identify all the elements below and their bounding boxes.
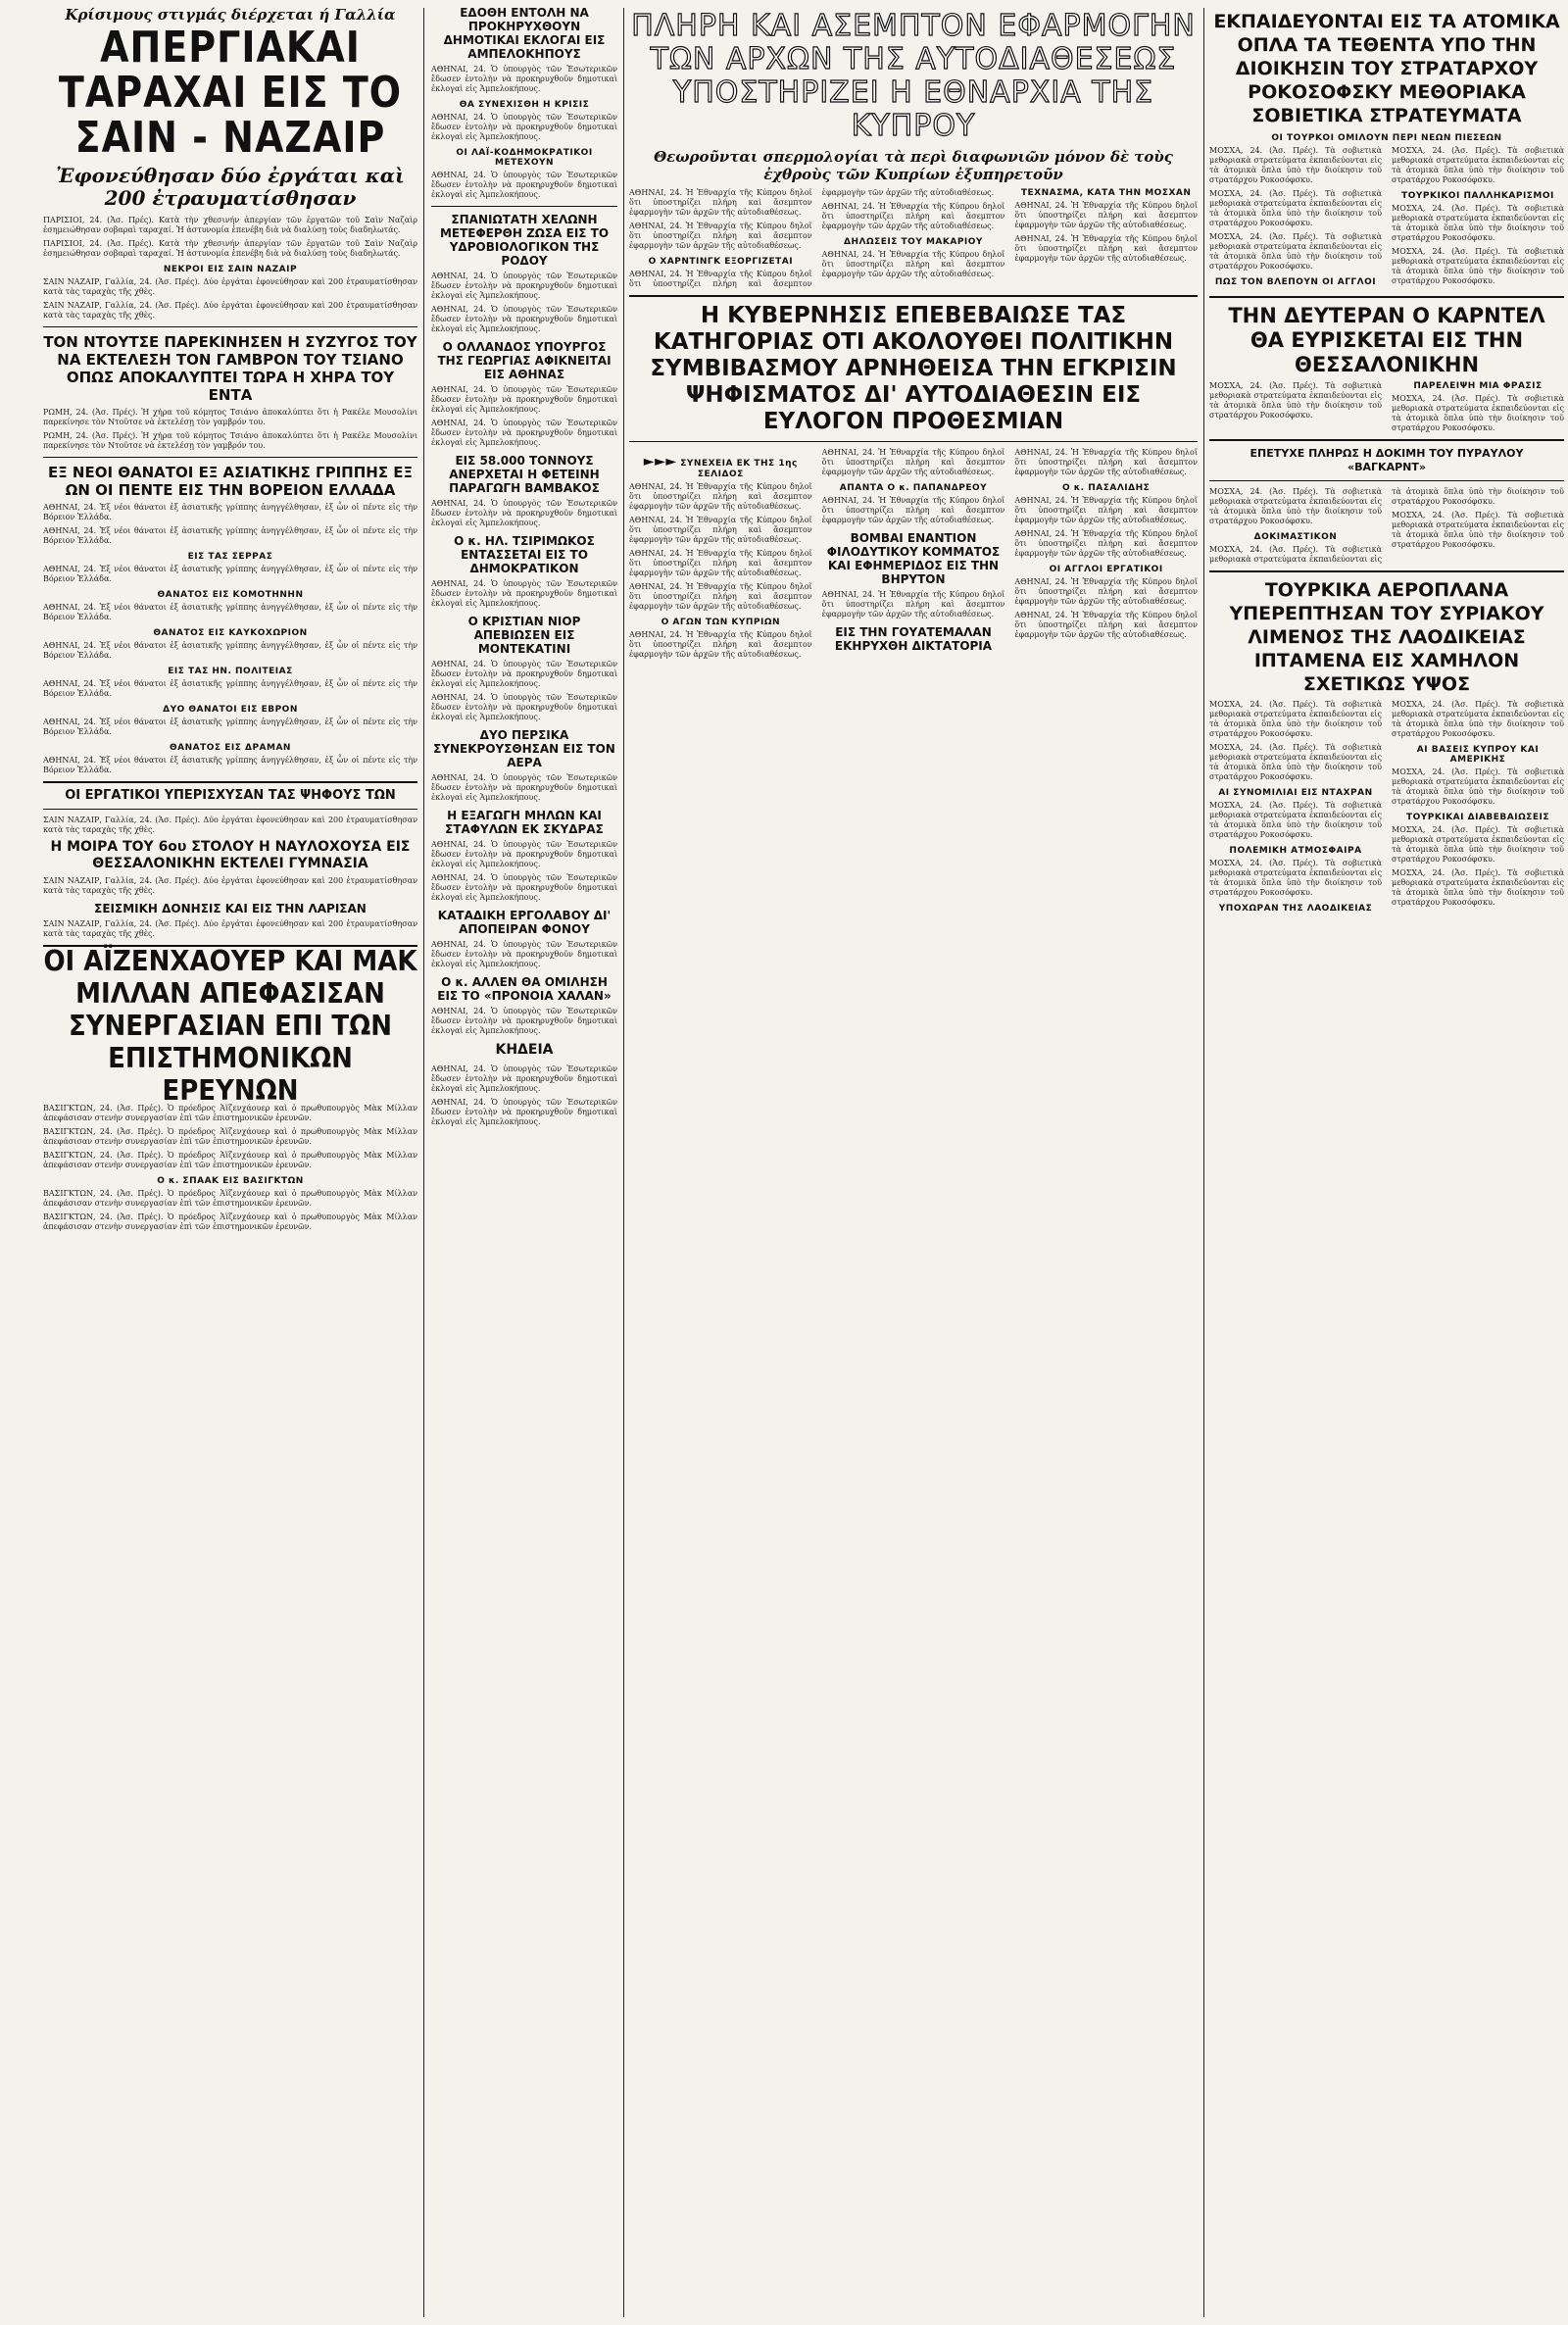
article-body: ΑΘΗΝΑΙ, 24. Ἡ Ἐθναρχία τῆς Κύπρου δηλοῖ ὅτι ὑποστηρίζει πλήρη καὶ ἄσεμπτον ἐφαρμογὴν τῶν ἀρχῶν τῆς αὐτοδιαθέσεως.	[629, 188, 812, 217]
article-body: ΑΘΗΝΑΙ, 24. Ὁ ὑπουργὸς τῶν Ἐσωτερικῶν ἔδωσεν ἐντολὴν νὰ προκηρυχθοῦν δημοτικαὶ ἐκλογαὶ εἰς Ἀμπελοκήπους.	[431, 579, 617, 608]
arrow-icon: ►►►	[643, 454, 677, 470]
article-body: ΜΟΣΧΑ, 24. (Ἀσ. Πρές). Τὰ σοβιετικὰ μεθοριακὰ στρατεύματα ἐκπαιδεύονται εἰς τὰ ἀτομικὰ ὅπλα ὑπὸ τὴν διοίκησιν τοῦ στρατάρχου Ροκοσόφσκυ.	[1209, 232, 1382, 271]
subhead: ΕΙΣ ΤΑΣ ΗΝ. ΠΟΛΙΤΕΙΑΣ	[168, 667, 293, 676]
headline-exagogi: Η ΕΞΑΓΩΓΗ ΜΗΛΩΝ ΚΑΙ ΣΤΑΦΥΛΩΝ ΕΚ ΣΚΥΔΡΑΣ	[445, 809, 604, 836]
article-body: ΑΘΗΝΑΙ, 24. Ἡ Ἐθναρχία τῆς Κύπρου δηλοῖ ὅτι ὑποστηρίζει πλήρη καὶ ἄσεμπτον ἐφαρμογὴν τῶν ἀρχῶν τῆς αὐτοδιαθέσεως.	[629, 188, 995, 288]
divider	[1209, 296, 1564, 298]
divider	[43, 781, 417, 783]
subhead: Ο κ. ΠΑΣΑΛΙΔΗΣ	[1061, 483, 1151, 493]
headline-allen: Ο κ. ΑΛΛΕΝ ΘΑ ΟΜΙΛΗΣΗ ΕΙΣ ΤΟ «ΠΡΟΝΟΙΑ ΧΑΛΑΝ»	[437, 975, 612, 1003]
subhead: ΔΥΟ ΘΑΝΑΤΟΙ ΕΙΣ ΕΒΡΟΝ	[163, 705, 298, 715]
synecheia-label: ΣΥΝΕΧΕΙΑ ΕΚ ΤΗΣ 1ης ΣΕΛΙΔΟΣ	[680, 459, 798, 479]
subhead: ΠΩΣ ΤΟΝ ΒΛΕΠΟΥΝ ΟΙ ΑΓΓΛΟΙ	[1214, 277, 1377, 287]
article-body: ΜΟΣΧΑ, 24. (Ἀσ. Πρές). Τὰ σοβιετικὰ μεθοριακὰ στρατεύματα ἐκπαιδεύονται εἰς τὰ ἀτομικὰ ὅπλα ὑπὸ τὴν διοίκησιν τοῦ στρατάρχου Ροκοσόφσκυ.	[1392, 247, 1564, 285]
article-body: ΡΩΜΗ, 24. (Ἀσ. Πρές). Ἡ χήρα τοῦ κόμητος Τσιάνο ἀποκαλύπτει ὅτι ἡ Ρακέλε Μουσολίνι παρεκίνησε τὸν Ντοῦτσε νὰ ἐκτελέσῃ τὸν γαμβρόν του.	[43, 408, 417, 426]
article-body: ΑΘΗΝΑΙ, 24. Ὁ ὑπουργὸς τῶν Ἐσωτερικῶν ἔδωσεν ἐντολὴν νὰ προκηρυχθοῦν δημοτικαὶ ἐκλογαὶ εἰς Ἀμπελοκήπους.	[431, 272, 617, 300]
divider	[1209, 480, 1564, 481]
divider	[629, 295, 1198, 297]
subhead: ΕΙΣ ΤΑΣ ΣΕΡΡΑΣ	[187, 552, 273, 562]
subhead: Ο ΑΓΩΝ ΤΩΝ ΚΥΠΡΙΩΝ	[661, 618, 781, 627]
article-body: ΑΘΗΝΑΙ, 24. Ἐξ νέοι θάνατοι ἐξ ἀσιατικῆς γρίππης ἀνηγγέλθησαν, ἐξ ὧν οἱ πέντε εἰς τὴν Βόρειον Ἑλλάδα.	[43, 641, 417, 660]
center-lower-body	[629, 448, 1198, 660]
article-body: ΒΑΣΙΓΚΤΩΝ, 24. (Ἀσ. Πρές). Ὁ πρόεδρος Ἀϊζενχάουερ καὶ ὁ πρωθυπουργὸς Μὰκ Μίλλαν ἀπεφάσισαν στενὴν συνεργασίαν ἐπὶ τῶν ἐπιστημονικῶν ἐρευνῶν.	[43, 1151, 417, 1169]
headline-eisenhower: ΟΙ ΑΪΖΕΝΧΑΟΥΕΡ ΚΑΙ ΜΑΚ ΜΙΛΛΑΝ ΑΠΕΦΑΣΙΣΑΝ ΣΥΝΕΡΓΑΣΙΑΝ ΕΠΙ ΤΩΝ ΕΠΙΣΤΗΜΟΝΙΚΩΝ ΕΡΕΥΝΩΝ	[43, 945, 417, 1108]
article-body: ΑΘΗΝΑΙ, 24. Ἐξ νέοι θάνατοι ἐξ ἀσιατικῆς γρίππης ἀνηγγέλθησαν, ἐξ ὧν οἱ πέντε εἰς τὴν Βόρειον Ἑλλάδα.	[43, 603, 417, 621]
subhead: ΑΙ ΣΥΝΟΜΙΛΙΑΙ ΕΙΣ ΝΤΑΧΡΑΝ	[1218, 788, 1373, 798]
subhead: ΘΑ ΣΥΝΕΧΙΣΘΗ Η ΚΡΙΣΙΣ	[459, 100, 590, 110]
headline-tsiano: ΤΟΝ ΝΤΟΥΤΣΕ ΠΑΡΕΚΙΝΗΣΕΝ Η ΣΥΖΥΓΟΣ ΤΟΥ ΝΑ ΕΚΤΕΛΕΣΗ ΤΟΝ ΓΑΜΒΡΟΝ ΤΟΥ ΤΣΙΑΝΟ ΟΠΩΣ ΑΠΟΚΑΛΥΠΤΕΙ ΤΩΡΑ Η ΧΗΡΑ ΤΟΥ ΕΝΤΑ	[43, 333, 417, 404]
headline-karntel: ΤΗΝ ΔΕΥΤΕΡΑΝ Ο ΚΑΡΝΤΕΛ ΘΑ ΕΥΡΙΣΚΕΤΑΙ ΕΙΣ ΤΗΝ ΘΕΣΣΑΛΟΝΙΚΗΝ	[1228, 304, 1545, 376]
headline-chelona: ΣΠΑΝΙΩΤΑΤΗ ΧΕΛΩΝΗ ΜΕΤΕΦΕΡΘΗ ΖΩΣΑ ΕΙΣ ΤΟ ΥΔΡΟΒΙΟΛΟΓΙΚΟΝ ΤΗΣ ΡΟΔΟΥ	[439, 213, 610, 268]
headline-tonnoi: ΕΙΣ 58.000 ΤΟΝΝΟΥΣ ΑΝΕΡΧΕΤΑΙ Η ΦΕΤΕΙΝΗ ΠΑΡΑΓΩΓΗ ΒΑΜΒΑΚΟΣ	[449, 454, 600, 495]
headline-entoli: ΕΔΟΘΗ ΕΝΤΟΛΗ ΝΑ ΠΡΟΚΗΡΥΧΘΟΥΝ ΔΗΜΟΤΙΚΑΙ ΕΚΛΟΓΑΙ ΕΙΣ ΑΜΠΕΛΟΚΗΠΟΥΣ	[443, 6, 606, 61]
article-body: ΑΘΗΝΑΙ, 24. Ὁ ὑπουργὸς τῶν Ἐσωτερικῶν ἔδωσεν ἐντολὴν νὰ προκηρυχθοῦν δημοτικαὶ ἐκλογαὶ εἰς Ἀμπελοκήπους.	[431, 1007, 617, 1035]
subhead: ΔΗΛΩΣΕΙΣ ΤΟΥ ΜΑΚΑΡΙΟΥ	[844, 237, 983, 247]
article-body: ΜΟΣΧΑ, 24. (Ἀσ. Πρές). Τὰ σοβιετικὰ μεθοριακὰ στρατεύματα ἐκπαιδεύονται εἰς τὰ ἀτομικὰ ὅπλα ὑπὸ τὴν διοίκησιν τοῦ στρατάρχου Ροκοσόφσκυ.	[1392, 767, 1564, 806]
karntel-body	[1209, 381, 1564, 433]
headline-tsirimokos: Ο κ. ΗΛ. ΤΣΙΡΙΜΩΚΟΣ ΕΝΤΑΣΣΕΤΑΙ ΕΙΣ ΤΟ ΔΗΜΟΚΡΑΤΙΚΟΝ	[454, 534, 595, 575]
divider	[1209, 570, 1564, 572]
article-body: ΜΟΣΧΑ, 24. (Ἀσ. Πρές). Τὰ σοβιετικὰ μεθοριακὰ στρατεύματα ἐκπαιδεύονται εἰς τὰ ἀτομικὰ ὅπλα ὑπὸ τὴν διοίκησιν τοῦ στρατάρχου Ροκοσόφσκυ.	[1392, 700, 1564, 738]
article-body: ΑΘΗΝΑΙ, 24. Ἐξ νέοι θάνατοι ἐξ ἀσιατικῆς γρίππης ἀνηγγέλθησαν, ἐξ ὧν οἱ πέντε εἰς τὴν Βόρειον Ἑλλάδα.	[43, 526, 417, 545]
article-body: ΑΘΗΝΑΙ, 24. Ἡ Ἐθναρχία τῆς Κύπρου δηλοῖ ὅτι ὑποστηρίζει πλήρη καὶ ἄσεμπτον ἐφαρμογὴν τῶν ἀρχῶν τῆς αὐτοδιαθέσεως.	[821, 590, 1005, 618]
article-body: ΜΟΣΧΑ, 24. (Ἀσ. Πρές). Τὰ σοβιετικὰ μεθοριακὰ στρατεύματα ἐκπαιδεύονται εἰς τὰ ἀτομικὰ ὅπλα ὑπὸ τὴν διοίκησιν τοῦ στρατάρχου Ροκοσόφσκυ.	[1392, 394, 1564, 432]
headline-katadiki: ΚΑΤΑΔΙΚΗ ΕΡΓΟΛΑΒΟΥ ΔΙ' ΑΠΟΠΕΙΡΑΝ ΦΟΝΟΥ	[437, 909, 612, 936]
center-body	[629, 188, 1198, 289]
headline-kyvernisis: Η ΚΥΒΕΡΝΗΣΙΣ ΕΠΕΒΕΒΑΙΩΣΕ ΤΑΣ ΚΑΤΗΓΟΡΙΑΣ ΟΤΙ ΑΚΟΛΟΥΘΕΙ ΠΟΛΙΤΙΚΗΝ ΣΥΜΒΙΒΑΣΜΟΥ ΑΡΝΗΘΕΙΣΑ ΤΗΝ ΕΓΚΡΙΣΙΝ ΨΗΦΙΣΜΑΤΟΣ ΔΙ' ΑΥΤΟΔΙΑΘΕΣΙΝ ΕΙΣ ΕΥΛΟΓΟΝ ΠΡΟΘΕΣΜΙΑΝ	[650, 303, 1177, 434]
article-body: ΒΑΣΙΓΚΤΩΝ, 24. (Ἀσ. Πρές). Ὁ πρόεδρος Ἀϊζενχάουερ καὶ ὁ πρωθυπουργὸς Μὰκ Μίλλαν ἀπεφάσισαν στενὴν συνεργασίαν ἐπὶ τῶν ἐπιστημονικῶν ἐρευνῶν.	[43, 1127, 417, 1146]
headline-aeroplana: ΤΟΥΡΚΙΚΑ ΑΕΡΟΠΛΑΝΑ ΥΠΕΡΕΠΤΗΣΑΝ ΤΟΥ ΣΥΡΙΑΚΟΥ ΛΙΜΕΝΟΣ ΤΗΣ ΛΑΟΔΙΚΕΙΑΣ ΙΠΤΑΜΕΝΑ ΕΙΣ ΧΑΜΗΛΟΝ ΣΧΕΤΙΚΩΣ ΥΨΟΣ	[1229, 579, 1544, 695]
article-body: ΣΑΙΝ ΝΑΖΑΙΡ, Γαλλία, 24. (Ἀσ. Πρές). Δύο ἐργάται ἐφονεύθησαν καὶ 200 ἐτραυματίσθησαν κατὰ τὰς ταραχὰς τῆς χθὲς.	[43, 876, 417, 895]
headline-nior: Ο ΚΡΙΣΤΙΑΝ ΝΙΟΡ ΑΠΕΒΙΩΣΕΝ ΕΙΣ ΜΟΝΤΕΚΑΤΙΝΙ	[467, 615, 581, 656]
banner-vagkard: ΕΠΕΤΥΧΕ ΠΛΗΡΩΣ Η ΔΟΚΙΜΗ ΤΟΥ ΠΥΡΑΥΛΟΥ «ΒΑΓΚΑΡΝΤ»	[1250, 447, 1524, 473]
article-body: ΜΟΣΧΑ, 24. (Ἀσ. Πρές). Τὰ σοβιετικὰ μεθοριακὰ στρατεύματα ἐκπαιδεύονται εἰς τὰ ἀτομικὰ ὅπλα ὑπὸ τὴν διοίκησιν τοῦ στρατάρχου Ροκοσόφσκυ.	[1209, 801, 1382, 839]
article-body: ΑΘΗΝΑΙ, 24. Ἡ Ἐθναρχία τῆς Κύπρου δηλοῖ ὅτι ὑποστηρίζει πλήρη καὶ ἄσεμπτον ἐφαρμογὴν τῶν ἀρχῶν τῆς αὐτοδιαθέσεως.	[821, 202, 1005, 230]
subhead: ΥΠΟΧΩΡΑΝ ΤΗΣ ΛΑΟΔΙΚΕΙΑΣ	[1218, 904, 1373, 914]
article-body: ΜΟΣΧΑ, 24. (Ἀσ. Πρές). Τὰ σοβιετικὰ μεθοριακὰ στρατεύματα ἐκπαιδεύονται εἰς τὰ ἀτομικὰ ὅπλα ὑπὸ τὴν διοίκησιν τοῦ στρατάρχου Ροκοσόφσκυ.	[1392, 204, 1564, 242]
subhead: ΤΟΥΡΚΙΚΑΙ ΔΙΑΒΕΒΑΙΩΣΕΙΣ	[1405, 813, 1550, 822]
article-body: ΜΟΣΧΑ, 24. (Ἀσ. Πρές). Τὰ σοβιετικὰ μεθοριακὰ στρατεύματα ἐκπαιδεύονται εἰς τὰ ἀτομικὰ ὅπλα ὑπὸ τὴν διοίκησιν τοῦ στρατάρχου Ροκοσόφσκυ.	[1209, 487, 1564, 564]
subhead: ΔΟΚΙΜΑΣΤΙΚΟΝ	[1253, 532, 1338, 542]
article-body: ΑΘΗΝΑΙ, 24. Ἡ Ἐθναρχία τῆς Κύπρου δηλοῖ ὅτι ὑποστηρίζει πλήρη καὶ ἄσεμπτον ἐφαρμογὴν τῶν ἀρχῶν τῆς αὐτοδιαθέσεως.	[629, 549, 812, 577]
article-body: ΑΘΗΝΑΙ, 24. Ἐξ νέοι θάνατοι ἐξ ἀσιατικῆς γρίππης ἀνηγγέλθησαν, ἐξ ὧν οἱ πέντε εἰς τὴν Βόρειον Ἑλλάδα.	[43, 756, 417, 774]
article-body: ΣΑΙΝ ΝΑΖΑΙΡ, Γαλλία, 24. (Ἀσ. Πρές). Δύο ἐργάται ἐφονεύθησαν καὶ 200 ἐτραυματίσθησαν κατὰ τὰς ταραχὰς τῆς χθὲς.	[43, 277, 417, 296]
article-body: ΑΘΗΝΑΙ, 24. Ἡ Ἐθναρχία τῆς Κύπρου δηλοῖ ὅτι ὑποστηρίζει πλήρη καὶ ἄσεμπτον ἐφαρμογὴν τῶν ἀρχῶν τῆς αὐτοδιαθέσεως.	[1014, 611, 1198, 639]
article-body: ΒΑΣΙΓΚΤΩΝ, 24. (Ἀσ. Πρές). Ὁ πρόεδρος Ἀϊζενχάουερ καὶ ὁ πρωθυπουργὸς Μὰκ Μίλλαν ἀπεφάσισαν στενὴν συνεργασίαν ἐπὶ τῶν ἐπιστημονικῶν ἐρευνῶν.	[43, 1189, 417, 1208]
article-body: ΜΟΣΧΑ, 24. (Ἀσ. Πρές). Τὰ σοβιετικὰ μεθοριακὰ στρατεύματα ἐκπαιδεύονται εἰς τὰ ἀτομικὰ ὅπλα ὑπὸ τὴν διοίκησιν τοῦ στρατάρχου Ροκοσόφσκυ.	[1209, 146, 1382, 184]
article-body: ΠΑΡΙΣΙΟΙ, 24. (Ἀσ. Πρές). Κατὰ τὴν χθεσινήν ἀπεργίαν τῶν ἐργατῶν τοῦ Σαὶν Ναζαὶρ ἐσημειώθησαν σοβαραὶ ταραχαί. Ἡ ἀστυνομία ἐπενέβη διὰ νὰ διαλύσῃ τοὺς διαδηλωτάς.	[43, 239, 417, 258]
article-body: ΑΘΗΝΑΙ, 24. Ἐξ νέοι θάνατοι ἐξ ἀσιατικῆς γρίππης ἀνηγγέλθησαν, ἐξ ὧν οἱ πέντε εἰς τὴν Βόρειον Ἑλλάδα.	[43, 565, 417, 583]
subhead: ΠΑΡΕΛΕΙΨΗ ΜΙΑ ΦΡΑΣΙΣ	[1413, 381, 1543, 391]
column-rule	[623, 8, 624, 2317]
article-body: ΣΑΙΝ ΝΑΖΑΙΡ, Γαλλία, 24. (Ἀσ. Πρές). Δύο ἐργάται ἐφονεύθησαν καὶ 200 ἐτραυματίσθησαν κατὰ τὰς ταραχὰς τῆς χθὲς.	[43, 919, 417, 938]
article-body: ΑΘΗΝΑΙ, 24. Ὁ ὑπουργὸς τῶν Ἐσωτερικῶν ἔδωσεν ἐντολὴν νὰ προκηρυχθοῦν δημοτικαὶ ἐκλογαὶ εἰς Ἀμπελοκήπους.	[431, 873, 617, 902]
article-body: ΑΘΗΝΑΙ, 24. Ὁ ὑπουργὸς τῶν Ἐσωτερικῶν ἔδωσεν ἐντολὴν νὰ προκηρυχθοῦν δημοτικαὶ ἐκλογαὶ εἰς Ἀμπελοκήπους.	[431, 940, 617, 968]
right-body	[1209, 146, 1564, 290]
column-rule	[1203, 8, 1204, 2317]
article-body: ΑΘΗΝΑΙ, 24. Ἐξ νέοι θάνατοι ἐξ ἀσιατικῆς γρίππης ἀνηγγέλθησαν, ἐξ ὧν οἱ πέντε εἰς τὴν Βόρειον Ἑλλάδα.	[43, 679, 417, 698]
article-body: ΑΘΗΝΑΙ, 24. Ἡ Ἐθναρχία τῆς Κύπρου δηλοῖ ὅτι ὑποστηρίζει πλήρη καὶ ἄσεμπτον ἐφαρμογὴν τῶν ἀρχῶν τῆς αὐτοδιαθέσεως.	[1014, 234, 1198, 263]
headline-persika: ΔΥΟ ΠΕΡΣΙΚΑ ΣΥΝΕΚΡΟΥΣΘΗΣΑΝ ΕΙΣ ΤΟΝ ΑΕΡΑ	[433, 728, 615, 769]
article-body: ΑΘΗΝΑΙ, 24. Ἐξ νέοι θάνατοι ἐξ ἀσιατικῆς γρίππης ἀνηγγέλθησαν, ἐξ ὧν οἱ πέντε εἰς τὴν Βόρειον Ἑλλάδα.	[43, 717, 417, 736]
article-body: ΜΟΣΧΑ, 24. (Ἀσ. Πρές). Τὰ σοβιετικὰ μεθοριακὰ στρατεύματα ἐκπαιδεύονται εἰς τὰ ἀτομικὰ ὅπλα ὑπὸ τὴν διοίκησιν τοῦ στρατάρχου Ροκοσόφσκυ.	[1209, 381, 1382, 420]
column-rule	[423, 8, 424, 2317]
article-body: ΑΘΗΝΑΙ, 24. Ἡ Ἐθναρχία τῆς Κύπρου δηλοῖ ὅτι ὑποστηρίζει πλήρη καὶ ἄσεμπτον ἐφαρμογὴν τῶν ἀρχῶν τῆς αὐτοδιαθέσεως.	[1014, 448, 1198, 476]
article-body: ΜΟΣΧΑ, 24. (Ἀσ. Πρές). Τὰ σοβιετικὰ μεθοριακὰ στρατεύματα ἐκπαιδεύονται εἰς τὰ ἀτομικὰ ὅπλα ὑπὸ τὴν διοίκησιν τοῦ στρατάρχου Ροκοσόφσκυ.	[1392, 511, 1564, 549]
article-body: ΜΟΣΧΑ, 24. (Ἀσ. Πρές). Τὰ σοβιετικὰ μεθοριακὰ στρατεύματα ἐκπαιδεύονται εἰς τὰ ἀτομικὰ ὅπλα ὑπὸ τὴν διοίκησιν τοῦ στρατάρχου Ροκοσόφσκυ.	[1209, 487, 1382, 525]
right-headline: ΕΚΠΑΙΔΕΥΟΝΤΑΙ ΕΙΣ ΤΑ ΑΤΟΜΙΚΑ ΟΠΛΑ ΤΑ ΤΕΘΕΝΤΑ ΥΠΟ ΤΗΝ ΔΙΟΙΚΗΣΙΝ ΤΟΥ ΣΤΡΑΤΑΡΧΟΥ ΡΟΚΟΣΟΦΣΚΥ ΜΕΘΟΡΙΑΚΑ ΣΟΒΙΕΤΙΚΑ ΣΤΡΑΤΕΥΜΑΤΑ	[1213, 11, 1560, 126]
article-body: ΜΟΣΧΑ, 24. (Ἀσ. Πρές). Τὰ σοβιετικὰ μεθοριακὰ στρατεύματα ἐκπαιδεύονται εἰς τὰ ἀτομικὰ ὅπλα ὑπὸ τὴν διοίκησιν τοῦ στρατάρχου Ροκοσόφσκυ.	[1209, 859, 1382, 897]
subhead: ΟΙ ΛΑΪ-ΚΟΔΗΜΟΚΡΑΤΙΚΟΙ ΜΕΤΕΧΟΥΝ	[456, 148, 593, 168]
divider	[43, 457, 417, 458]
article-body: ΣΑΙΝ ΝΑΖΑΙΡ, Γαλλία, 24. (Ἀσ. Πρές). Δύο ἐργάται ἐφονεύθησαν καὶ 200 ἐτραυματίσθησαν κατὰ τὰς ταραχὰς τῆς χθὲς.	[43, 301, 417, 320]
subhead: ΟΙ ΑΓΓΛΟΙ ΕΡΓΑΤΙΚΟΙ	[1049, 565, 1163, 574]
article-body: ΜΟΣΧΑ, 24. (Ἀσ. Πρές). Τὰ σοβιετικὰ μεθοριακὰ στρατεύματα ἐκπαιδεύονται εἰς τὰ ἀτομικὰ ὅπλα ὑπὸ τὴν διοίκησιν τοῦ στρατάρχου Ροκοσόφσκυ.	[1209, 700, 1382, 738]
subhead: ΠΟΛΕΜΙΚΗ ΑΤΜΟΣΦΑΙΡΑ	[1229, 846, 1362, 856]
article-body: ΑΘΗΝΑΙ, 24. Ὁ ὑπουργὸς τῶν Ἐσωτερικῶν ἔδωσεν ἐντολὴν νὰ προκηρυχθοῦν δημοτικαὶ ἐκλογαὶ εἰς Ἀμπελοκήπους.	[431, 660, 617, 688]
subhead: ΟΙ ΤΟΥΡΚΟΙ ΟΜΙΛΟΥΝ ΠΕΡΙ ΝΕΩΝ ΠΙΕΣΕΩΝ	[1271, 133, 1502, 143]
left-headline: ΑΠΕΡΓΙΑΚΑΙ ΤΑΡΑΧΑΙ ΕΙΣ ΤΟ ΣΑΙΝ - ΝΑΖΑΙΡ	[58, 22, 403, 163]
article-body: ΑΘΗΝΑΙ, 24. Ἡ Ἐθναρχία τῆς Κύπρου δηλοῖ ὅτι ὑποστηρίζει πλήρη καὶ ἄσεμπτον ἐφαρμογὴν τῶν ἀρχῶν τῆς αὐτοδιαθέσεως.	[629, 482, 812, 511]
article-body: ΒΑΣΙΓΚΤΩΝ, 24. (Ἀσ. Πρές). Ὁ πρόεδρος Ἀϊζενχάουερ καὶ ὁ πρωθυπουργὸς Μὰκ Μίλλαν ἀπεφάσισαν στενὴν συνεργασίαν ἐπὶ τῶν ἐπιστημονικῶν ἐρευνῶν.	[43, 1212, 417, 1231]
headline-ollandos: Ο ΟΛΛΑΝΔΟΣ ΥΠΟΥΡΓΟΣ ΤΗΣ ΓΕΩΡΓΙΑΣ ΑΦΙΚΝΕΙΤΑΙ ΕΙΣ ΑΘΗΝΑΣ	[437, 340, 612, 381]
article-body: ΑΘΗΝΑΙ, 24. Ὁ ὑπουργὸς τῶν Ἐσωτερικῶν ἔδωσεν ἐντολὴν νὰ προκηρυχθοῦν δημοτικαὶ ἐκλογαὶ εἰς Ἀμπελοκήπους.	[431, 499, 617, 527]
subhead: ΘΑΝΑΤΟΣ ΕΙΣ ΚΟΜΟΤΗΝΗΝ	[157, 590, 304, 600]
article-body: ΑΘΗΝΑΙ, 24. Ἡ Ἐθναρχία τῆς Κύπρου δηλοῖ ὅτι ὑποστηρίζει πλήρη καὶ ἄσεμπτον ἐφαρμογὴν τῶν ἀρχῶν τῆς αὐτοδιαθέσεως.	[821, 496, 1005, 524]
article-body: ΑΘΗΝΑΙ, 24. Ἡ Ἐθναρχία τῆς Κύπρου δηλοῖ ὅτι ὑποστηρίζει πλήρη καὶ ἄσεμπτον ἐφαρμογὴν τῶν ἀρχῶν τῆς αὐτοδιαθέσεως.	[629, 222, 812, 250]
article-body: ΑΘΗΝΑΙ, 24. Ὁ ὑπουργὸς τῶν Ἐσωτερικῶν ἔδωσεν ἐντολὴν νὰ προκηρυχθοῦν δημοτικαὶ ἐκλογαὶ εἰς Ἀμπελοκήπους.	[431, 65, 617, 93]
subhead: ΑΙ ΒΑΣΕΙΣ ΚΥΠΡΟΥ ΚΑΙ ΑΜΕΡΙΚΗΣ	[1416, 745, 1540, 765]
article-body: ΡΩΜΗ, 24. (Ἀσ. Πρές). Ἡ χήρα τοῦ κόμητος Τσιάνο ἀποκαλύπτει ὅτι ἡ Ρακέλε Μουσολίνι παρεκίνησε τὸν Ντοῦτσε νὰ ἐκτελέσῃ τὸν γαμβρόν του.	[43, 431, 417, 450]
headline-seismikai: ΣΕΙΣΜΙΚΗ ΔΟΝΗΣΙΣ ΚΑΙ ΕΙΣ ΤΗΝ ΛΑΡΙΣΑΝ	[94, 902, 367, 915]
article-body: ΒΑΣΙΓΚΤΩΝ, 24. (Ἀσ. Πρές). Ὁ πρόεδρος Ἀϊζενχάουερ καὶ ὁ πρωθυπουργὸς Μὰκ Μίλλαν ἀπεφάσισαν στενὴν συνεργασίαν ἐπὶ τῶν ἐπιστημονικῶν ἐρευνῶν.	[43, 1104, 417, 1122]
article-body: ΜΟΣΧΑ, 24. (Ἀσ. Πρές). Τὰ σοβιετικὰ μεθοριακὰ στρατεύματα ἐκπαιδεύονται εἰς τὰ ἀτομικὰ ὅπλα ὑπὸ τὴν διοίκησιν τοῦ στρατάρχου Ροκοσόφσκυ.	[1209, 743, 1382, 781]
article-body: ΑΘΗΝΑΙ, 24. Ὁ ὑπουργὸς τῶν Ἐσωτερικῶν ἔδωσεν ἐντολὴν νὰ προκηρυχθοῦν δημοτικαὶ ἐκλογαὶ εἰς Ἀμπελοκήπους.	[431, 773, 617, 802]
center-column	[629, 0, 1198, 2325]
article-body: ΑΘΗΝΑΙ, 24. Ἡ Ἐθναρχία τῆς Κύπρου δηλοῖ ὅτι ὑποστηρίζει πλήρη καὶ ἄσεμπτον ἐφαρμογὴν τῶν ἀρχῶν τῆς αὐτοδιαθέσεως.	[629, 582, 812, 611]
headline-goyatemala: ΕΙΣ ΤΗΝ ΓΟΥΑΤΕΜΑΛΑΝ ΕΚΗΡΥΧΘΗ ΔΙΚΤΑΤΟΡΙΑ	[834, 625, 993, 653]
center-deck: Θεωροῦνται σπερμολογίαι τὰ περὶ διαφωνιῶν μόνον δὲ τοὺς ἐχθροὺς τῶν Κυπρίων ἐξυπηρετοῦν	[654, 148, 1173, 183]
article-body: ΑΘΗΝΑΙ, 24. Ὁ ὑπουργὸς τῶν Ἐσωτερικῶν ἔδωσεν ἐντολὴν νὰ προκηρυχθοῦν δημοτικαὶ ἐκλογαὶ εἰς Ἀμπελοκήπους.	[431, 1098, 617, 1126]
second-column	[431, 0, 617, 2325]
subhead: ΤΕΧΝΑΣΜΑ, ΚΑΤΑ ΤΗΝ ΜΟΣΧΑΝ	[1020, 188, 1192, 198]
article-body: ΜΟΣΧΑ, 24. (Ἀσ. Πρές). Τὰ σοβιετικὰ μεθοριακὰ στρατεύματα ἐκπαιδεύονται εἰς τὰ ἀτομικὰ ὅπλα ὑπὸ τὴν διοίκησιν τοῦ στρατάρχου Ροκοσόφσκυ.	[1209, 189, 1382, 227]
left-column	[43, 0, 417, 2325]
subhead: ΤΟΥΡΚΙΚΟΙ ΠΑΛΛΗΚΑΡΙΣΜΟΙ	[1401, 191, 1554, 201]
article-body: ΑΘΗΝΑΙ, 24. Ἡ Ἐθναρχία τῆς Κύπρου δηλοῖ ὅτι ὑποστηρίζει πλήρη καὶ ἄσεμπτον ἐφαρμογὴν τῶν ἀρχῶν τῆς αὐτοδιαθέσεως.	[1014, 577, 1198, 606]
subhead: ΘΑΝΑΤΟΣ ΕΙΣ ΔΡΑΜΑΝ	[170, 743, 291, 753]
vagkard-body	[1209, 487, 1564, 565]
left-deck: Ἐφονεύθησαν δύο ἐργάται καὶ 200 ἐτραυματίσθησαν	[56, 164, 405, 210]
article-body: ΑΘΗΝΑΙ, 24. Ἡ Ἐθναρχία τῆς Κύπρου δηλοῖ ὅτι ὑποστηρίζει πλήρη καὶ ἄσεμπτον ἐφαρμογὴν τῶν ἀρχῶν τῆς αὐτοδιαθέσεως.	[821, 250, 1005, 278]
article-body: ΣΑΙΝ ΝΑΖΑΙΡ, Γαλλία, 24. (Ἀσ. Πρές). Δύο ἐργάται ἐφονεύθησαν καὶ 200 ἐτραυματίσθησαν κατὰ τὰς ταραχὰς τῆς χθὲς.	[43, 816, 417, 834]
article-body: ΑΘΗΝΑΙ, 24. Ὁ ὑπουργὸς τῶν Ἐσωτερικῶν ἔδωσεν ἐντολὴν νὰ προκηρυχθοῦν δημοτικαὶ ἐκλογαὶ εἰς Ἀμπελοκήπους.	[431, 305, 617, 333]
article-body: ΑΘΗΝΑΙ, 24. Ὁ ὑπουργὸς τῶν Ἐσωτερικῶν ἔδωσεν ἐντολὴν νὰ προκηρυχθοῦν δημοτικαὶ ἐκλογαὶ εἰς Ἀμπελοκήπους.	[431, 385, 617, 414]
banner-ergatikoi: ΟΙ ΕΡΓΑΤΙΚΟΙ ΥΠΕΡΙΣΧΥΣΑΝ ΤΑΣ ΨΗΦΟΥΣ ΤΩΝ	[65, 788, 396, 803]
article-body: ΠΑΡΙΣΙΟΙ, 24. (Ἀσ. Πρές). Κατὰ τὴν χθεσινήν ἀπεργίαν τῶν ἐργατῶν τοῦ Σαὶν Ναζαὶρ ἐσημειώθησαν σοβαραὶ ταραχαί. Ἡ ἀστυνομία ἐπενέβη διὰ νὰ διαλύσῃ τοὺς διαδηλωτάς.	[43, 216, 417, 234]
article-body: ΑΘΗΝΑΙ, 24. Ἡ Ἐθναρχία τῆς Κύπρου δηλοῖ ὅτι ὑποστηρίζει πλήρη καὶ ἄσεμπτον ἐφαρμογὴν τῶν ἀρχῶν τῆς αὐτοδιαθέσεως.	[629, 630, 812, 659]
article-body: ΑΘΗΝΑΙ, 24. Ὁ ὑπουργὸς τῶν Ἐσωτερικῶν ἔδωσεν ἐντολὴν νὰ προκηρυχθοῦν δημοτικαὶ ἐκλογαὶ εἰς Ἀμπελοκήπους.	[431, 113, 617, 141]
subhead: ΝΕΚΡΟΙ ΕΙΣ ΣΑΙΝ ΝΑΖΑΙΡ	[163, 265, 298, 274]
headline-vomvai: ΒΟΜΒΑΙ ΕΝΑΝΤΙΟΝ ΦΙΛΟΔΥΤΙΚΟΥ ΚΟΜΜΑΤΟΣ ΚΑΙ ΕΦΗΜΕΡΙΔΟΣ ΕΙΣ ΤΗΝ ΒΗΡΥΤΟΝ	[826, 531, 1001, 586]
article-body: ΑΘΗΝΑΙ, 24. Ἡ Ἐθναρχία τῆς Κύπρου δηλοῖ ὅτι ὑποστηρίζει πλήρη καὶ ἄσεμπτον ἐφαρμογὴν τῶν ἀρχῶν τῆς αὐτοδιαθέσεως.	[1014, 529, 1198, 558]
article-body: ΜΟΣΧΑ, 24. (Ἀσ. Πρές). Τὰ σοβιετικὰ μεθοριακὰ στρατεύματα ἐκπαιδεύονται εἰς τὰ ἀτομικὰ ὅπλα ὑπὸ τὴν διοίκησιν τοῦ στρατάρχου Ροκοσόφσκυ.	[1392, 146, 1564, 184]
subhead: Ο ΧΑΡΝΤΙΝΓΚ ΕΞΟΡΓΙΖΕΤΑΙ	[648, 257, 794, 267]
article-body: ΜΟΣΧΑ, 24. (Ἀσ. Πρές). Τὰ σοβιετικὰ μεθοριακὰ στρατεύματα ἐκπαιδεύονται εἰς τὰ ἀτομικὰ ὅπλα ὑπὸ τὴν διοίκησιν τοῦ στρατάρχου Ροκοσόφσκυ.	[1392, 825, 1564, 864]
article-body: ΑΘΗΝΑΙ, 24. Ὁ ὑπουργὸς τῶν Ἐσωτερικῶν ἔδωσεν ἐντολὴν νὰ προκηρυχθοῦν δημοτικαὶ ἐκλογαὶ εἰς Ἀμπελοκήπους.	[431, 693, 617, 721]
left-kicker: Κρίσιμους στιγμάς διέρχεται ή Γαλλία	[65, 6, 396, 24]
article-body: ΑΘΗΝΑΙ, 24. Ὁ ὑπουργὸς τῶν Ἐσωτερικῶν ἔδωσεν ἐντολὴν νὰ προκηρυχθοῦν δημοτικαὶ ἐκλογαὶ εἰς Ἀμπελοκήπους.	[431, 419, 617, 447]
divider	[1209, 439, 1564, 441]
subhead: Ο κ. ΣΠΑΑΚ ΕΙΣ ΒΑΣΙΓΚΤΩΝ	[157, 1176, 304, 1186]
article-body: ΑΘΗΝΑΙ, 24. Ἡ Ἐθναρχία τῆς Κύπρου δηλοῖ ὅτι ὑποστηρίζει πλήρη καὶ ἄσεμπτον ἐφαρμογὴν τῶν ἀρχῶν τῆς αὐτοδιαθέσεως.	[629, 516, 812, 544]
headline-kideia: ΚΗΔΕΙΑ	[495, 1042, 554, 1058]
article-body: ΑΘΗΝΑΙ, 24. Ἡ Ἐθναρχία τῆς Κύπρου δηλοῖ ὅτι ὑποστηρίζει πλήρη καὶ ἄσεμπτον ἐφαρμογὴν τῶν ἀρχῶν τῆς αὐτοδιαθέσεως.	[1014, 496, 1198, 524]
article-body: ΑΘΗΝΑΙ, 24. Ἡ Ἐθναρχία τῆς Κύπρου δηλοῖ ὅτι ὑποστηρίζει πλήρη καὶ ἄσεμπτον ἐφαρμογὴν τῶν ἀρχῶν τῆς αὐτοδιαθέσεως.	[821, 448, 1005, 476]
headline-moira: Η ΜΟΙΡΑ ΤΟΥ 6ου ΣΤΟΛΟΥ Η ΝΑΥΛΟΧΟΥΣΑ ΕΙΣ ΘΕΣΣΑΛΟΝΙΚΗΝ ΕΚΤΕΛΕΙ ΓΥΜΝΑΣΙΑ	[50, 839, 411, 871]
article-body: ΑΘΗΝΑΙ, 24. Ὁ ὑπουργὸς τῶν Ἐσωτερικῶν ἔδωσεν ἐντολὴν νὰ προκηρυχθοῦν δημοτικαὶ ἐκλογαὶ εἰς Ἀμπελοκήπους.	[431, 171, 617, 199]
article-body: ΑΘΗΝΑΙ, 24. Ἡ Ἐθναρχία τῆς Κύπρου δηλοῖ ὅτι ὑποστηρίζει πλήρη καὶ ἄσεμπτον ἐφαρμογὴν τῶν ἀρχῶν τῆς αὐτοδιαθέσεως.	[1014, 201, 1198, 229]
divider	[629, 441, 1198, 442]
aeroplana-body	[1209, 700, 1564, 915]
subhead: ΑΠΑΝΤΑ Ο κ. ΠΑΠΑΝΔΡΕΟΥ	[839, 483, 988, 493]
article-body: ΑΘΗΝΑΙ, 24. Ἐξ νέοι θάνατοι ἐξ ἀσιατικῆς γρίππης ἀνηγγέλθησαν, ἐξ ὧν οἱ πέντε εἰς τὴν Βόρειον Ἑλλάδα.	[43, 503, 417, 521]
headline-gripi: ΕΞ ΝΕΟΙ ΘΑΝΑΤΟΙ ΕΞ ΑΣΙΑΤΙΚΗΣ ΓΡΙΠΠΗΣ ΕΞ ΩΝ ΟΙ ΠΕΝΤΕ ΕΙΣ ΤΗΝ ΒΟΡΕΙΟΝ ΕΛΛΑΔΑ	[47, 464, 414, 499]
divider	[43, 809, 417, 810]
article-body: ΑΘΗΝΑΙ, 24. Ὁ ὑπουργὸς τῶν Ἐσωτερικῶν ἔδωσεν ἐντολὴν νὰ προκηρυχθοῦν δημοτικαὶ ἐκλογαὶ εἰς Ἀμπελοκήπους.	[431, 840, 617, 868]
subhead: ΘΑΝΑΤΟΣ ΕΙΣ ΚΑΥΚΟΧΩΡΙΟΝ	[153, 628, 308, 638]
article-body: ΜΟΣΧΑ, 24. (Ἀσ. Πρές). Τὰ σοβιετικὰ μεθοριακὰ στρατεύματα ἐκπαιδεύονται εἰς τὰ ἀτομικὰ ὅπλα ὑπὸ τὴν διοίκησιν τοῦ στρατάρχου Ροκοσόφσκυ.	[1392, 868, 1564, 907]
center-headline: ΠΛΗΡΗ ΚΑΙ ΑΣΕΜΠΤΟΝ ΕΦΑΡΜΟΓΗΝ ΤΩΝ ΑΡΧΩΝ ΤΗΣ ΑΥΤΟΔΙΑΘΕΣΕΩΣ ΥΠΟΣΤΗΡΙΖΕΙ Η ΕΘΝΑΡΧΙΑ ΤΗΣ ΚΥΠΡΟΥ	[631, 9, 1196, 143]
subhead-synecheia	[629, 454, 812, 479]
divider	[43, 326, 417, 327]
divider	[431, 206, 617, 207]
article-body: ΑΘΗΝΑΙ, 24. Ὁ ὑπουργὸς τῶν Ἐσωτερικῶν ἔδωσεν ἐντολὴν νὰ προκηρυχθοῦν δημοτικαὶ ἐκλογαὶ εἰς Ἀμπελοκήπους.	[431, 1064, 617, 1093]
right-column	[1209, 0, 1564, 2325]
